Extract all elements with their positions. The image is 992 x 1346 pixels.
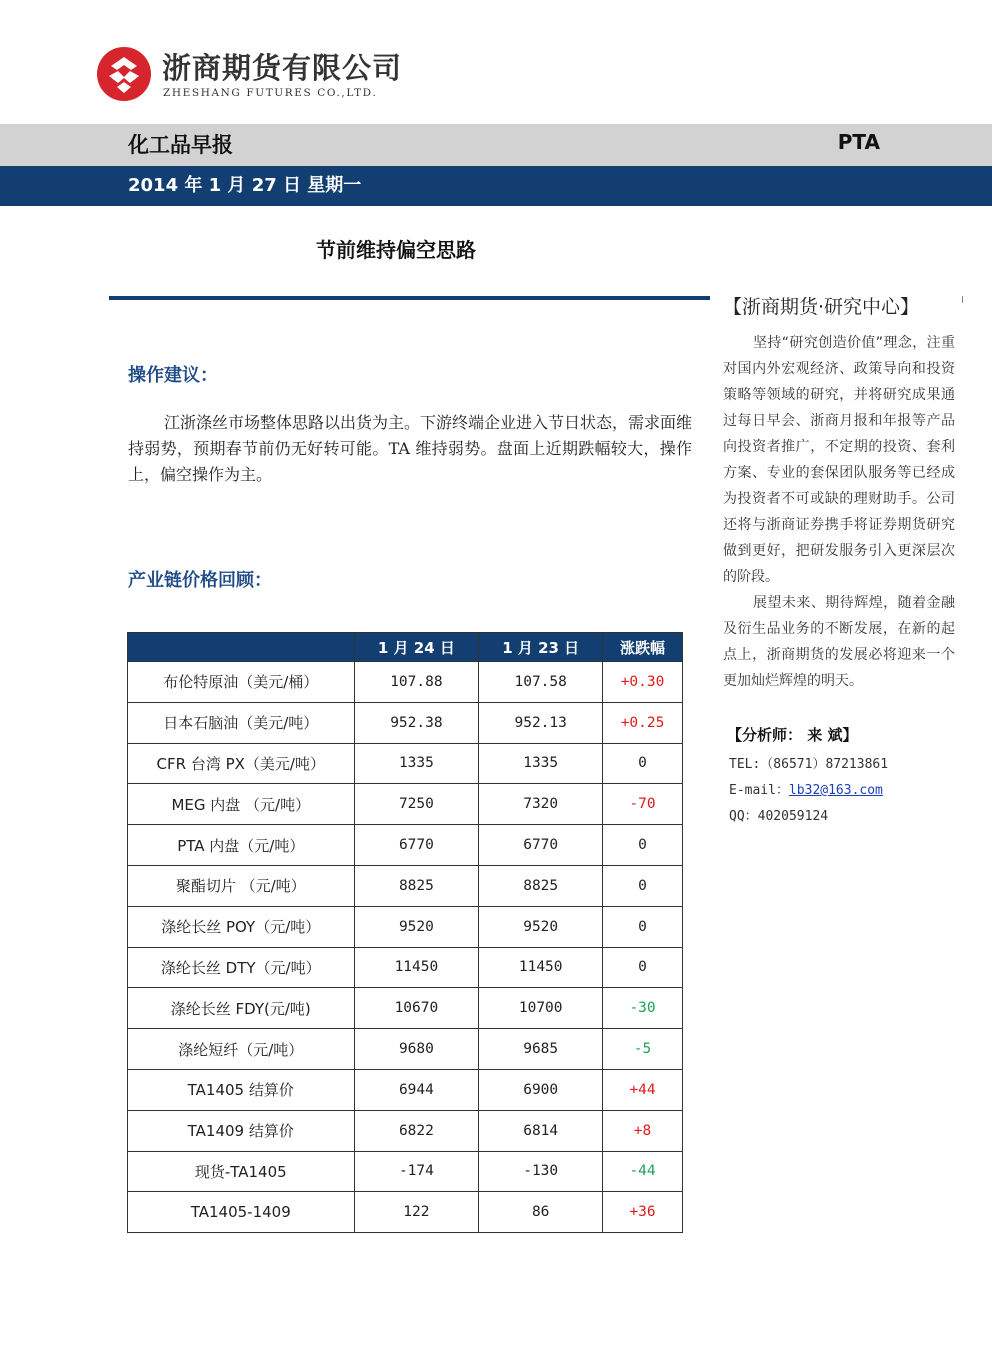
item-cell: 涤纶短纤（元/吨） — [128, 1029, 355, 1070]
jan23-value-cell: -130 — [479, 1151, 603, 1192]
table-row — [128, 988, 683, 1029]
analyst-email-line — [729, 779, 883, 798]
jan24-value-cell: 9680 — [354, 1029, 479, 1070]
price-review-heading: 产业链价格回顾： — [128, 570, 272, 591]
table-row — [128, 825, 683, 866]
table-row — [128, 1029, 683, 1070]
intro-paragraph: 坚持“研究创造价值”理念，注重对国内外宏观经济、政策导向和投资策略等领域的研究，并将研究成果通过每日早会、浙商月报和年报等产品向投资者推广，不定期的投资、套利方案、专业的套保团队服务等已经成为投资者不可或缺的理财助手。公司还将与浙商证券携手将证券期货研究做到更好，把研发服务引入更深层次的阶段。 — [723, 335, 955, 585]
report-date: 2014 年 1 月 27 日 星期一 — [128, 175, 362, 196]
column-header: 1 月 23 日 — [479, 633, 603, 662]
change-cell: +44 — [603, 1069, 683, 1110]
change-cell: 0 — [603, 743, 683, 784]
jan23-value-cell: 11450 — [479, 947, 603, 988]
jan23-value-cell: 86 — [479, 1192, 603, 1233]
item-cell: MEG 内盘 （元/吨） — [128, 784, 355, 825]
table-row — [128, 865, 683, 906]
jan24-value-cell: 6770 — [354, 825, 479, 866]
sidebar-tick — [962, 296, 963, 303]
item-cell: TA1405 结算价 — [128, 1069, 355, 1110]
analyst-qq: QQ：402059124 — [729, 809, 829, 824]
jan24-value-cell: 6822 — [354, 1110, 479, 1151]
product-name: PTA — [837, 130, 880, 154]
change-cell: -44 — [603, 1151, 683, 1192]
jan24-value-cell: 1335 — [354, 743, 479, 784]
jan24-value-cell: 952.38 — [354, 702, 479, 743]
change-cell: 0 — [603, 906, 683, 947]
table-row — [128, 702, 683, 743]
table-header-row — [128, 633, 683, 662]
item-cell: CFR 台湾 PX（美元/吨） — [128, 743, 355, 784]
email-label: E-mail： — [729, 783, 789, 798]
table-row — [128, 1110, 683, 1151]
page-title: 节前维持偏空思路 — [316, 238, 476, 262]
table-row — [128, 906, 683, 947]
change-cell: 0 — [603, 865, 683, 906]
price-table — [127, 632, 683, 1233]
company-name-en: ZHESHANG FUTURES CO.,LTD. — [163, 87, 378, 99]
change-cell: +8 — [603, 1110, 683, 1151]
jan24-value-cell: 11450 — [354, 947, 479, 988]
change-cell: 0 — [603, 947, 683, 988]
column-header: 涨跌幅 — [603, 633, 683, 662]
jan24-value-cell: 7250 — [354, 784, 479, 825]
table-row — [128, 947, 683, 988]
intro-paragraph: 展望未来、期待辉煌，随着金融及衍生品业务的不断发展，在新的起点上，浙商期货的发展必将迎来一个更加灿烂辉煌的明天。 — [723, 595, 955, 689]
jan24-value-cell: -174 — [354, 1151, 479, 1192]
table-row — [128, 743, 683, 784]
change-cell: -30 — [603, 988, 683, 1029]
column-header: 1 月 24 日 — [354, 633, 479, 662]
jan24-value-cell: 9520 — [354, 906, 479, 947]
change-cell: +36 — [603, 1192, 683, 1233]
jan24-value-cell: 107.88 — [354, 662, 479, 703]
jan24-value-cell: 10670 — [354, 988, 479, 1029]
change-cell: -5 — [603, 1029, 683, 1070]
item-cell: 聚酯切片 （元/吨） — [128, 865, 355, 906]
item-cell: PTA 内盘（元/吨） — [128, 825, 355, 866]
table-row — [128, 1192, 683, 1233]
advice-text: 江浙涤丝市场整体思路以出货为主。下游终端企业进入节日状态，需求面维持弱势，预期春节前仍无好转可能。TA 维持弱势。盘面上近期跌幅较大，操作上，偏空操作为主。 — [128, 413, 693, 484]
research-center-title: 【浙商期货·研究中心】 — [723, 296, 920, 318]
item-cell: TA1405-1409 — [128, 1192, 355, 1233]
jan23-value-cell: 8825 — [479, 865, 603, 906]
price-table-body — [128, 662, 683, 1233]
item-cell: 日本石脑油（美元/吨） — [128, 702, 355, 743]
table-row — [128, 1151, 683, 1192]
jan23-value-cell: 6900 — [479, 1069, 603, 1110]
change-cell: +0.25 — [603, 702, 683, 743]
jan23-value-cell: 1335 — [479, 743, 603, 784]
jan23-value-cell: 952.13 — [479, 702, 603, 743]
item-cell: 涤纶长丝 DTY（元/吨） — [128, 947, 355, 988]
company-logo-icon — [96, 46, 152, 102]
jan24-value-cell: 122 — [354, 1192, 479, 1233]
analyst-tel: TEL:（86571）87213861 — [729, 757, 889, 772]
change-cell: -70 — [603, 784, 683, 825]
jan23-value-cell: 7320 — [479, 784, 603, 825]
title-divider — [109, 296, 710, 300]
item-cell: 涤纶长丝 FDY(元/吨) — [128, 988, 355, 1029]
column-header — [128, 633, 355, 662]
analyst-email-link[interactable]: lb32@163.com — [788, 783, 883, 798]
company-name-cn: 浙商期货有限公司 — [162, 51, 403, 85]
jan23-value-cell: 6814 — [479, 1110, 603, 1151]
jan23-value-cell: 6770 — [479, 825, 603, 866]
jan24-value-cell: 6944 — [354, 1069, 479, 1110]
jan23-value-cell: 9520 — [479, 906, 603, 947]
jan24-value-cell: 8825 — [354, 865, 479, 906]
table-row — [128, 662, 683, 703]
item-cell: 布伦特原油（美元/桶） — [128, 662, 355, 703]
item-cell: 现货-TA1405 — [128, 1151, 355, 1192]
jan23-value-cell: 107.58 — [479, 662, 603, 703]
change-cell: +0.30 — [603, 662, 683, 703]
table-row — [128, 1069, 683, 1110]
analyst-title: 【分析师： 来 斌】 — [727, 726, 858, 744]
jan23-value-cell: 10700 — [479, 988, 603, 1029]
report-type: 化工品早报 — [128, 133, 233, 157]
change-cell: 0 — [603, 825, 683, 866]
item-cell: TA1409 结算价 — [128, 1110, 355, 1151]
table-row — [128, 784, 683, 825]
research-center-intro — [723, 330, 955, 694]
advice-heading: 操作建议： — [128, 365, 218, 386]
item-cell: 涤纶长丝 POY（元/吨） — [128, 906, 355, 947]
jan23-value-cell: 9685 — [479, 1029, 603, 1070]
